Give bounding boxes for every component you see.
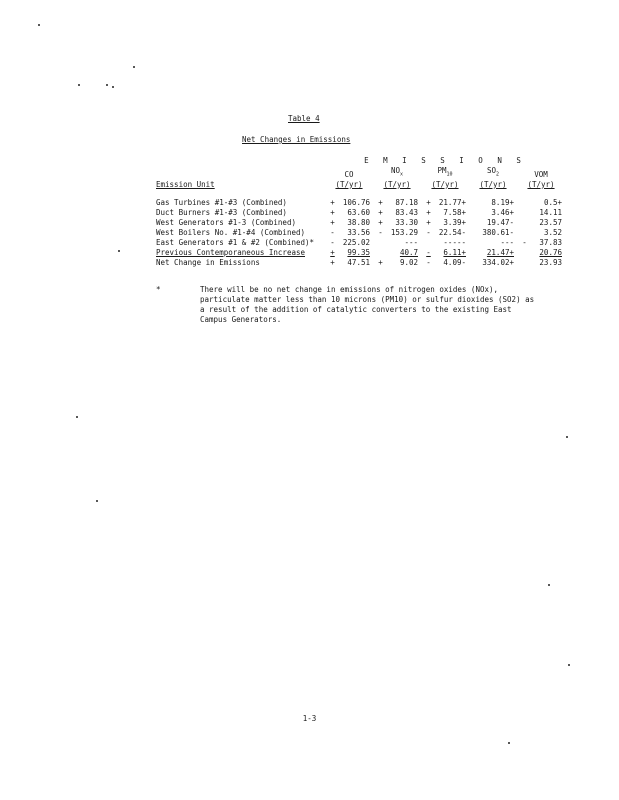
cell-value: 33.56 [347, 227, 370, 237]
cell-value: 33.30 [395, 217, 418, 227]
cell-value: ----- [443, 237, 466, 247]
col-nox-unit: (T/yr) [383, 179, 411, 189]
cell-value: 6.11+ [443, 247, 466, 257]
col-co-unit: (T/yr) [335, 179, 363, 189]
scan-speck [76, 416, 78, 418]
table-row [156, 218, 562, 228]
row-header: Emission Unit [156, 179, 215, 189]
col-so2-unit: (T/yr) [479, 179, 507, 189]
cell-value: --- [500, 237, 514, 247]
cell-sign: - [330, 237, 335, 247]
cell-value: 380.61- [482, 227, 514, 237]
cell-sign [520, 208, 529, 218]
footnote-marker: * [156, 285, 161, 294]
cell-sign [472, 238, 481, 248]
cell-sign [520, 228, 529, 238]
cell-value: 19.47- [486, 217, 514, 227]
cell-value: 63.60 [347, 207, 370, 217]
cell-sign: - [426, 227, 431, 237]
cell-sign: + [378, 217, 383, 227]
cell-value: 22.54- [438, 227, 466, 237]
cell-value: 9.02 [399, 257, 418, 267]
cell-sign [520, 248, 529, 258]
cell-sign [472, 248, 481, 258]
scan-speck [568, 664, 570, 666]
cell-sign: + [378, 257, 383, 267]
cell-sign: + [426, 197, 431, 207]
scan-speck [118, 250, 120, 252]
cell-value: 40.7 [399, 247, 418, 257]
cell-sign: + [426, 217, 431, 227]
cell-sign: + [330, 207, 335, 217]
table-row [156, 198, 562, 208]
row-label: Gas Turbines #1-#3 (Combined) [156, 197, 287, 207]
row-label: Net Change in Emissions [156, 257, 260, 267]
cell-sign: + [426, 207, 431, 217]
row-label: Previous Contemporaneous Increase [156, 247, 306, 257]
table-row [156, 238, 562, 248]
cell-value: 14.11 [539, 207, 562, 217]
scan-speck [133, 66, 135, 68]
col-pm10-unit: (T/yr) [431, 179, 459, 189]
cell-sign: + [330, 257, 335, 267]
col-nox-name: $NO_x$ [390, 166, 404, 178]
cell-sign [520, 198, 529, 208]
page-number: 1-3 [302, 714, 317, 723]
cell-value: 21.77+ [438, 197, 466, 207]
cell-value: 0.5+ [543, 197, 562, 207]
row-label: West Generators #1-3 (Combined) [156, 217, 296, 227]
cell-value: 3.46+ [491, 207, 514, 217]
scan-speck [38, 24, 40, 26]
cell-value: 3.39+ [443, 217, 466, 227]
cell-sign: + [330, 217, 335, 227]
cell-value: 99.35 [347, 247, 370, 257]
cell-sign [472, 258, 481, 268]
table-title: Net Changes in Emissions [242, 135, 351, 144]
scan-speck [78, 84, 80, 86]
cell-sign: - [330, 227, 335, 237]
cell-value: 38.80 [347, 217, 370, 227]
cell-sign [472, 198, 481, 208]
emissions-table [156, 156, 562, 268]
scan-speck [566, 436, 568, 438]
cell-sign: - [378, 227, 383, 237]
table-row [156, 258, 562, 268]
col-vom-name: VOM [534, 169, 548, 179]
cell-sign [472, 228, 481, 238]
row-label: East Generators #1 & #2 (Combined)* [156, 237, 315, 247]
table-caption: Table 4 [288, 114, 320, 123]
emissions-group-header: E M I S S I O N S [364, 156, 526, 165]
row-label: Duct Burners #1-#3 (Combined) [156, 207, 287, 217]
cell-value: 23.57 [539, 217, 562, 227]
cell-sign [376, 238, 385, 248]
cell-sign [472, 208, 481, 218]
cell-value: 8.19+ [491, 197, 514, 207]
col-so2-name: $SO_2$ [486, 166, 500, 178]
cell-sign: - [426, 257, 431, 267]
scan-speck [548, 584, 550, 586]
cell-sign [520, 218, 529, 228]
cell-sign [520, 258, 529, 268]
cell-value: 83.43 [395, 207, 418, 217]
cell-value: 20.76 [539, 247, 562, 257]
cell-value: 106.76 [342, 197, 370, 207]
cell-sign [376, 248, 385, 258]
cell-value: --- [404, 237, 418, 247]
scan-speck [112, 86, 114, 88]
cell-value: 334.02+ [482, 257, 514, 267]
cell-value: 4.09- [443, 257, 466, 267]
cell-sign [424, 238, 433, 248]
cell-sign: - [522, 237, 527, 247]
table-row [156, 228, 562, 238]
scan-speck [96, 500, 98, 502]
cell-value: 7.58+ [443, 207, 466, 217]
cell-sign: + [330, 247, 335, 257]
cell-sign [472, 218, 481, 228]
cell-value: 3.52 [543, 227, 562, 237]
col-vom-unit: (T/yr) [527, 179, 555, 189]
table-row [156, 248, 562, 258]
cell-value: 225.02 [342, 237, 370, 247]
col-co-name: CO [344, 169, 354, 179]
cell-value: 37.83 [539, 237, 562, 247]
scan-speck [508, 742, 510, 744]
table-row [156, 208, 562, 218]
row-label: West Boilers No. #1-#4 (Combined) [156, 227, 306, 237]
col-pm10-name: $PM_{10}$ [437, 166, 453, 178]
cell-value: 153.29 [390, 227, 418, 237]
cell-sign: + [378, 207, 383, 217]
cell-value: 47.51 [347, 257, 370, 267]
cell-value: 87.18 [395, 197, 418, 207]
cell-sign: - [426, 247, 431, 257]
footnote-text: There will be no net change in emissions of nitrogen oxides (NOx), particulate matter less than 10 microns (PM10) or sulfur dioxides (SO2) as a result of the addition of catalytic converters to the existing East Campus Generators. [200, 285, 535, 324]
cell-value: 23.93 [539, 257, 562, 267]
cell-sign: + [378, 197, 383, 207]
cell-sign: + [330, 197, 335, 207]
scan-speck [106, 84, 108, 86]
cell-value: 21.47+ [486, 247, 514, 257]
